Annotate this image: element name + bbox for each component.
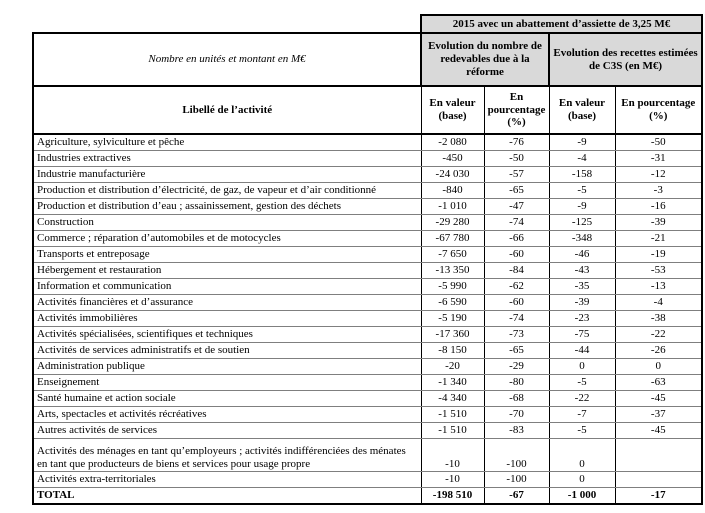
table-row [33,342,702,358]
empty-corner-cell [33,15,421,33]
recettes-pct-cell: -39 [615,214,702,230]
recettes-value-cell: -7 [549,406,615,422]
redevables-pct-cell: -73 [484,326,549,342]
table-row [33,182,702,198]
subheader-recettes-value: En valeur (base) [549,86,615,134]
recettes-pct-cell: -45 [615,390,702,406]
activity-column-header: Libellé de l’activité [33,86,421,134]
activity-label-cell: Production et distribution d’électricité, de gaz, de vapeur et d’air conditionné [33,182,421,198]
table-row [33,198,702,214]
redevables-pct-cell: -80 [484,374,549,390]
recettes-value-cell: -75 [549,326,615,342]
table-top-header-row [33,15,702,33]
activity-label-cell: Arts, spectacles et activités récréatives [33,406,421,422]
recettes-pct-cell: -16 [615,198,702,214]
recettes-value-cell: -5 [549,422,615,438]
redevables-value-cell: -5 190 [421,310,484,326]
redevables-pct-cell: -100 [484,438,549,471]
total-row [33,487,702,504]
redevables-pct-cell: -74 [484,214,549,230]
redevables-value-cell: -4 340 [421,390,484,406]
redevables-value-cell: -1 010 [421,198,484,214]
total-redevables-value-cell: -198 510 [421,487,484,504]
total-label-cell: TOTAL [33,487,421,504]
activity-label-cell: Commerce ; réparation d’automobiles et de motocycles [33,230,421,246]
recettes-pct-cell: -13 [615,278,702,294]
redevables-value-cell: -2 080 [421,134,484,150]
table-row [33,326,702,342]
activity-label-cell: Hébergement et restauration [33,262,421,278]
table-row [33,294,702,310]
activity-label-cell: Santé humaine et action sociale [33,390,421,406]
redevables-value-cell: -450 [421,150,484,166]
c3s-impact-table [32,14,703,505]
redevables-pct-cell: -60 [484,294,549,310]
recettes-value-cell: -158 [549,166,615,182]
table-row [33,166,702,182]
recettes-pct-cell: -53 [615,262,702,278]
subheader-redevables-pct: En pourcentage (%) [484,86,549,134]
activity-label-cell: Transports et entreposage [33,246,421,262]
recettes-pct-cell: -50 [615,134,702,150]
recettes-value-cell: -348 [549,230,615,246]
table-group-header-row [33,33,702,86]
table-row [33,246,702,262]
activity-label-cell: Enseignement [33,374,421,390]
group-header-redevables: Evolution du nombre de redevables due à la réforme [421,33,549,86]
table-row [33,278,702,294]
recettes-pct-cell [615,438,702,471]
table-row [33,406,702,422]
redevables-value-cell: -1 340 [421,374,484,390]
table-row [33,262,702,278]
table-subheader-row [33,86,702,134]
recettes-pct-cell: -45 [615,422,702,438]
redevables-pct-cell: -65 [484,182,549,198]
redevables-pct-cell: -50 [484,150,549,166]
redevables-value-cell: -8 150 [421,342,484,358]
activity-label-cell: Activités des ménages en tant qu’employeurs ; activités indifférenciées des ménates en tant que producteurs de biens et services pour usage propre [33,438,421,471]
redevables-value-cell: -10 [421,471,484,487]
recettes-pct-cell: -21 [615,230,702,246]
redevables-pct-cell: -65 [484,342,549,358]
recettes-pct-cell: -4 [615,294,702,310]
recettes-value-cell: -23 [549,310,615,326]
recettes-value-cell: -44 [549,342,615,358]
redevables-value-cell: -840 [421,182,484,198]
redevables-value-cell: -17 360 [421,326,484,342]
scenario-title-cell: 2015 avec un abattement d’assiette de 3,25 M€ [421,15,702,33]
activity-label-cell: Activités spécialisées, scientifiques et techniques [33,326,421,342]
group-header-recettes: Evolution des recettes estimées de C3S (en M€) [549,33,702,86]
recettes-pct-cell: -63 [615,374,702,390]
redevables-value-cell: -1 510 [421,406,484,422]
redevables-pct-cell: -68 [484,390,549,406]
recettes-pct-cell: -31 [615,150,702,166]
activity-label-cell: Administration publique [33,358,421,374]
redevables-value-cell: -20 [421,358,484,374]
activity-label-cell: Activités immobilières [33,310,421,326]
table-row [33,374,702,390]
table-row [33,422,702,438]
recettes-value-cell: 0 [549,471,615,487]
activity-label-cell: Industrie manufacturière [33,166,421,182]
recettes-pct-cell: -12 [615,166,702,182]
table-row [33,438,702,471]
redevables-value-cell: -6 590 [421,294,484,310]
redevables-pct-cell: -83 [484,422,549,438]
subheader-recettes-pct: En pourcentage (%) [615,86,702,134]
recettes-value-cell: 0 [549,358,615,374]
redevables-value-cell: -1 510 [421,422,484,438]
activity-label-cell: Activités extra-territoriales [33,471,421,487]
recettes-pct-cell [615,471,702,487]
activity-label-cell: Activités financières et d’assurance [33,294,421,310]
recettes-value-cell: 0 [549,438,615,471]
activity-label-cell: Activités de services administratifs et de soutien [33,342,421,358]
recettes-value-cell: -35 [549,278,615,294]
subheader-redevables-value: En valeur (base) [421,86,484,134]
redevables-pct-cell: -84 [484,262,549,278]
redevables-pct-cell: -60 [484,246,549,262]
recettes-pct-cell: -26 [615,342,702,358]
total-redevables-pct-cell: -67 [484,487,549,504]
total-recettes-value-cell: -1 000 [549,487,615,504]
redevables-pct-cell: -76 [484,134,549,150]
activity-label-cell: Agriculture, sylviculture et pêche [33,134,421,150]
table-row [33,150,702,166]
redevables-value-cell: -29 280 [421,214,484,230]
table-row [33,134,702,150]
recettes-pct-cell: -19 [615,246,702,262]
table-row [33,214,702,230]
recettes-value-cell: -9 [549,134,615,150]
recettes-value-cell: -22 [549,390,615,406]
recettes-value-cell: -9 [549,198,615,214]
redevables-pct-cell: -66 [484,230,549,246]
table-row [33,358,702,374]
table-row [33,230,702,246]
recettes-pct-cell: -38 [615,310,702,326]
redevables-pct-cell: -57 [484,166,549,182]
recettes-pct-cell: 0 [615,358,702,374]
activity-label-cell: Industries extractives [33,150,421,166]
redevables-pct-cell: -74 [484,310,549,326]
redevables-value-cell: -10 [421,438,484,471]
redevables-pct-cell: -47 [484,198,549,214]
redevables-value-cell: -5 990 [421,278,484,294]
activity-label-cell: Autres activités de services [33,422,421,438]
redevables-value-cell: -13 350 [421,262,484,278]
recettes-value-cell: -4 [549,150,615,166]
recettes-value-cell: -46 [549,246,615,262]
table-row [33,390,702,406]
unit-note-cell: Nombre en unités et montant en M€ [33,33,421,86]
recettes-value-cell: -43 [549,262,615,278]
activity-label-cell: Production et distribution d’eau ; assainissement, gestion des déchets [33,198,421,214]
table-row [33,310,702,326]
redevables-value-cell: -7 650 [421,246,484,262]
redevables-pct-cell: -29 [484,358,549,374]
activity-label-cell: Information et communication [33,278,421,294]
recettes-value-cell: -5 [549,182,615,198]
recettes-pct-cell: -22 [615,326,702,342]
recettes-value-cell: -5 [549,374,615,390]
redevables-pct-cell: -62 [484,278,549,294]
redevables-pct-cell: -70 [484,406,549,422]
total-recettes-pct-cell: -17 [615,487,702,504]
redevables-value-cell: -24 030 [421,166,484,182]
recettes-pct-cell: -3 [615,182,702,198]
recettes-value-cell: -125 [549,214,615,230]
activity-label-cell: Construction [33,214,421,230]
redevables-value-cell: -67 780 [421,230,484,246]
recettes-pct-cell: -37 [615,406,702,422]
table-row [33,471,702,487]
redevables-pct-cell: -100 [484,471,549,487]
recettes-value-cell: -39 [549,294,615,310]
